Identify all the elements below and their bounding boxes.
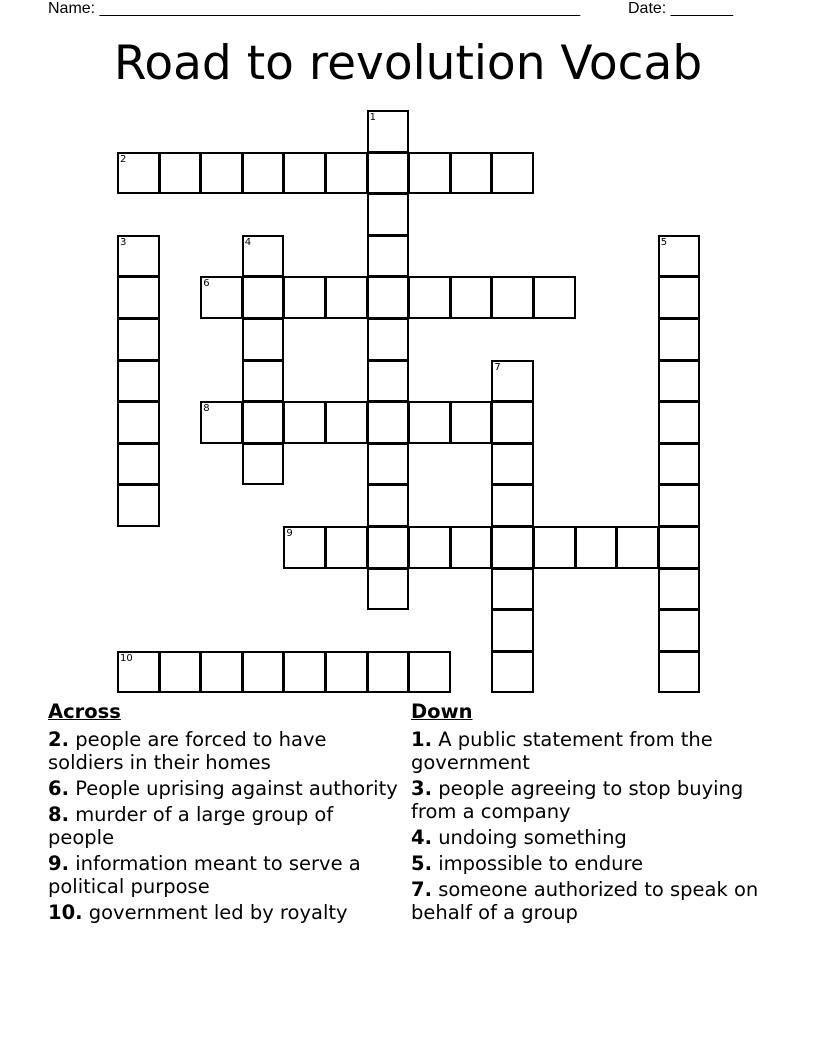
- crossword-cell[interactable]: [408, 276, 451, 319]
- crossword-cell[interactable]: [491, 276, 534, 319]
- crossword-cell[interactable]: [450, 401, 493, 444]
- crossword-cell[interactable]: [367, 110, 410, 153]
- clue-number-label: 9: [286, 528, 293, 539]
- clue-number: 2.: [48, 728, 69, 751]
- clue-text: impossible to endure: [438, 852, 644, 875]
- crossword-cell[interactable]: [491, 360, 534, 403]
- crossword-cell[interactable]: [117, 235, 160, 278]
- clue-number: 4.: [411, 826, 432, 849]
- crossword-cell[interactable]: [242, 443, 285, 486]
- clue-item: [411, 826, 771, 849]
- clue-number-label: 7: [494, 361, 501, 373]
- crossword-cell[interactable]: [367, 484, 410, 527]
- crossword-cell[interactable]: [533, 276, 576, 319]
- crossword-cell[interactable]: [117, 276, 160, 319]
- crossword-cell[interactable]: [450, 526, 493, 569]
- down-clues: [411, 700, 771, 927]
- clue-text: government led by royalty: [88, 901, 348, 924]
- crossword-cell[interactable]: [658, 484, 701, 527]
- clue-text: A public statement from the government: [411, 728, 713, 774]
- crossword-cell[interactable]: [242, 152, 285, 195]
- clue-text: People uprising against authority: [75, 777, 398, 800]
- clue-number: 6.: [48, 777, 69, 800]
- crossword-cell[interactable]: [408, 526, 451, 569]
- crossword-cell[interactable]: [450, 276, 493, 319]
- crossword-cell[interactable]: [367, 360, 410, 403]
- crossword-cell[interactable]: [491, 526, 534, 569]
- crossword-cell[interactable]: [200, 276, 243, 319]
- clue-number: 10.: [48, 901, 83, 924]
- crossword-cell[interactable]: [658, 609, 701, 652]
- crossword-cell[interactable]: [325, 276, 368, 319]
- clue-item: [411, 728, 771, 774]
- clue-item: [411, 777, 771, 823]
- crossword-cell[interactable]: [408, 401, 451, 444]
- crossword-cell[interactable]: [367, 276, 410, 319]
- clue-number-label: 3: [120, 236, 127, 248]
- clue-text: information meant to serve a political purpose: [48, 852, 361, 898]
- crossword-cell[interactable]: [242, 651, 285, 694]
- crossword-cell[interactable]: [408, 651, 451, 694]
- clue-text: people agreeing to stop buying from a company: [411, 777, 744, 823]
- crossword-cell[interactable]: [491, 401, 534, 444]
- crossword-cell[interactable]: [491, 568, 534, 611]
- name-field: [48, 0, 580, 18]
- crossword-cell[interactable]: [533, 526, 576, 569]
- crossword-cell[interactable]: [491, 484, 534, 527]
- crossword-cell[interactable]: [117, 360, 160, 403]
- crossword-cell[interactable]: [283, 526, 326, 569]
- clue-number-label: 5: [660, 236, 668, 248]
- crossword-cell[interactable]: [242, 401, 285, 444]
- crossword-cell[interactable]: [367, 318, 410, 361]
- crossword-cell[interactable]: [325, 526, 368, 569]
- crossword-cell[interactable]: [658, 526, 701, 569]
- crossword-cell[interactable]: [117, 651, 160, 694]
- clue-text: undoing something: [438, 826, 627, 849]
- clue-number-label: 8: [203, 403, 210, 415]
- crossword-cell[interactable]: [200, 651, 243, 694]
- crossword-cell[interactable]: [325, 401, 368, 444]
- clue-number: 8.: [48, 803, 69, 826]
- crossword-cell[interactable]: [117, 152, 160, 195]
- down-heading: Down: [411, 700, 473, 723]
- crossword-cell[interactable]: [283, 276, 326, 319]
- crossword-grid: [117, 110, 700, 693]
- crossword-cell[interactable]: [367, 568, 410, 611]
- crossword-cell[interactable]: [117, 484, 160, 527]
- crossword-cell[interactable]: [367, 651, 410, 694]
- crossword-cell[interactable]: [658, 568, 701, 611]
- crossword-cell[interactable]: [367, 526, 410, 569]
- crossword-cell[interactable]: [491, 443, 534, 486]
- crossword-cell[interactable]: [325, 651, 368, 694]
- crossword-cell[interactable]: [658, 443, 701, 486]
- clue-text: murder of a large group of people: [48, 803, 334, 849]
- clue-text: someone authorized to speak on behalf of a group: [411, 878, 759, 924]
- clue-number: 7.: [411, 878, 432, 901]
- crossword-cell[interactable]: [658, 318, 701, 361]
- date-label: Date:: [628, 0, 667, 17]
- clue-number-label: 6: [203, 278, 210, 290]
- crossword-cell[interactable]: [491, 152, 534, 195]
- crossword-cell[interactable]: [242, 235, 285, 278]
- clue-item: [48, 901, 398, 924]
- crossword-cell[interactable]: [658, 276, 701, 319]
- crossword-cell[interactable]: [367, 401, 410, 444]
- clue-item: [411, 878, 771, 924]
- crossword-cell[interactable]: [367, 443, 410, 486]
- crossword-cell[interactable]: [242, 276, 285, 319]
- crossword-cell[interactable]: [283, 401, 326, 444]
- crossword-cell[interactable]: [242, 360, 285, 403]
- clue-number: 3.: [411, 777, 432, 800]
- crossword-cell[interactable]: [159, 152, 202, 195]
- crossword-cell[interactable]: [200, 152, 243, 195]
- crossword-cell[interactable]: [367, 152, 410, 195]
- clue-number: 5.: [411, 852, 432, 875]
- crossword-cell[interactable]: [283, 651, 326, 694]
- clue-item: [48, 803, 398, 849]
- clue-number: 1.: [411, 728, 432, 751]
- crossword-cell[interactable]: [367, 235, 410, 278]
- crossword-cell[interactable]: [658, 401, 701, 444]
- crossword-cell[interactable]: [658, 235, 701, 278]
- crossword-cell[interactable]: [117, 443, 160, 486]
- date-field: [628, 0, 733, 18]
- page-title: Road to revolution Vocab: [113, 36, 703, 91]
- crossword-cell[interactable]: [325, 152, 368, 195]
- clue-text: people are forced to have soldiers in their homes: [48, 728, 327, 774]
- crossword-cell[interactable]: [408, 152, 451, 195]
- crossword-cell[interactable]: [491, 651, 534, 694]
- clue-item: [411, 852, 771, 875]
- crossword-cell[interactable]: [450, 152, 493, 195]
- clue-number-label: 10: [120, 652, 133, 664]
- crossword-cell[interactable]: [491, 609, 534, 652]
- name-blank-line: ______________________________________________________: [99, 0, 581, 17]
- across-clues: [48, 700, 398, 927]
- crossword-cell[interactable]: [367, 193, 410, 236]
- clue-item: [48, 777, 398, 800]
- crossword-cell[interactable]: [159, 651, 202, 694]
- crossword-cell[interactable]: [283, 152, 326, 195]
- date-blank-line: _______: [670, 0, 733, 17]
- crossword-cell[interactable]: [117, 318, 160, 361]
- clue-item: [48, 852, 398, 898]
- clue-item: [48, 728, 398, 774]
- name-label: Name:: [48, 0, 96, 17]
- crossword-cell[interactable]: [117, 401, 160, 444]
- crossword-cell[interactable]: [658, 360, 701, 403]
- crossword-cell[interactable]: [200, 401, 243, 444]
- across-heading: Across: [48, 700, 121, 723]
- crossword-cell[interactable]: [575, 526, 618, 569]
- clue-number-label: 2: [120, 153, 127, 165]
- clue-number-label: 4: [244, 236, 252, 248]
- crossword-cell[interactable]: [658, 651, 701, 694]
- clue-number-label: 1: [369, 112, 376, 123]
- crossword-cell[interactable]: [616, 526, 659, 569]
- clue-number: 9.: [48, 852, 69, 875]
- crossword-cell[interactable]: [242, 318, 285, 361]
